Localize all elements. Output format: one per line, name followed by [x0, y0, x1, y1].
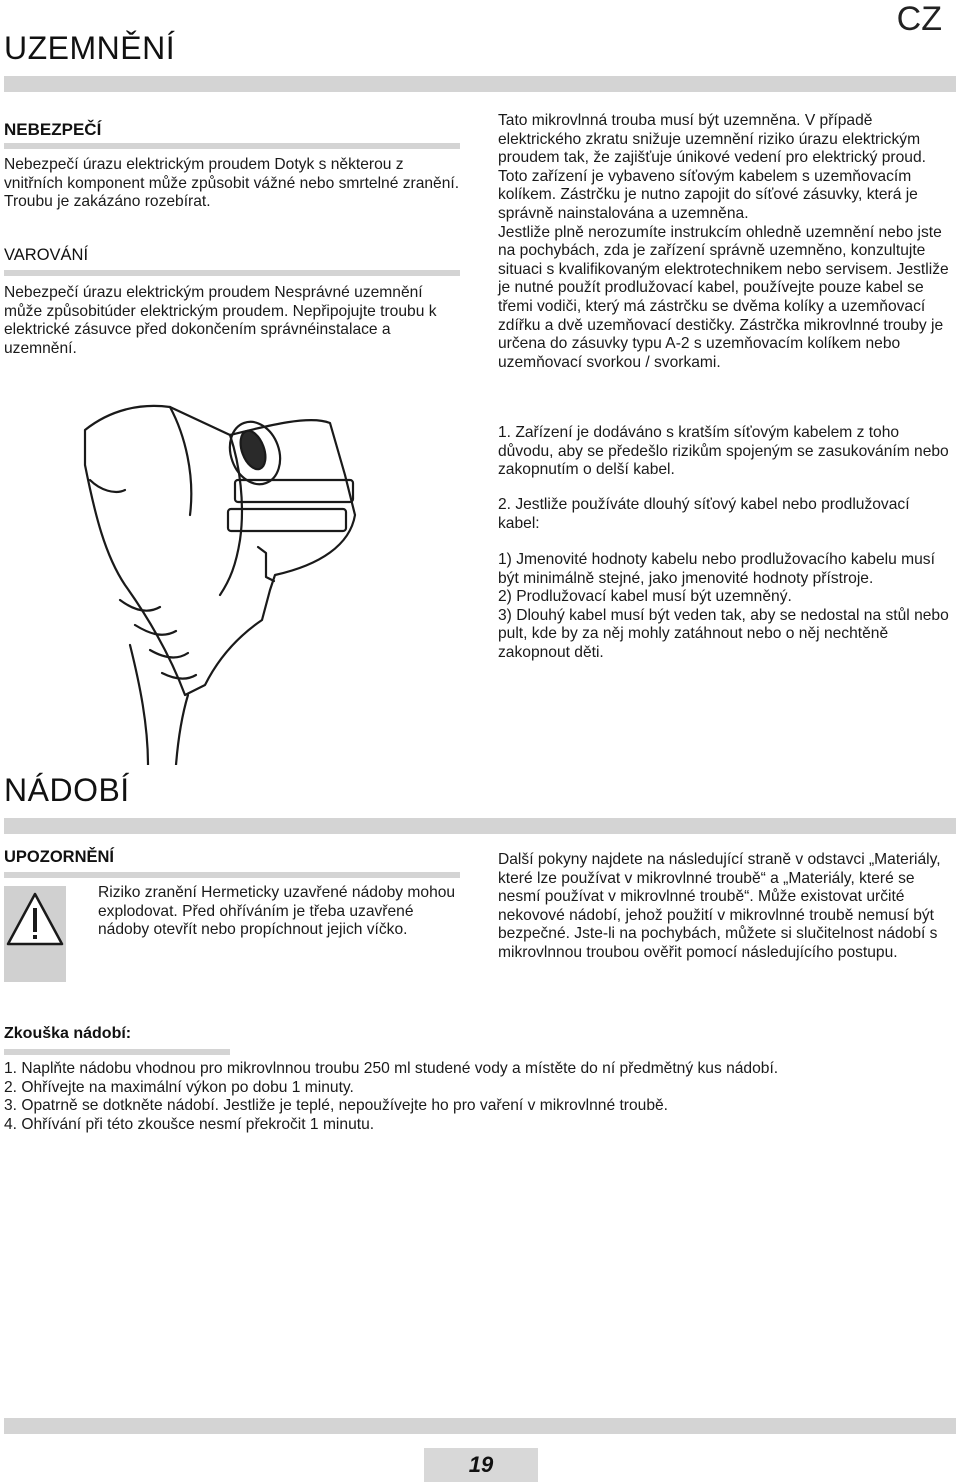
section-title-cookware: NÁDOBÍ — [4, 772, 130, 808]
section-title-grounding: UZEMNĚNÍ — [4, 30, 176, 66]
cookware-guidance: Další pokyny najdete na následující straně v odstavci „Materiály, které lze používat v mikrovlnné troubě“ a „Materiály, které se nesmí používat v mikrovlnné troubě“. Může existovat určité nekovové nádobí, jehož použití v mikrovlnné troubě nemusí být bezpečné. Jste-li na pochybách, můžete si slučitelnost nádobí s mikrovlnnou troubou ověřit pomocí následujícího postupu. — [498, 851, 941, 961]
heading-underline — [4, 872, 460, 878]
grounding-paragraph-2: Jestliže plně nerozumíte instrukcím ohledně uzemnění nebo jste na pochybách, zda je zařízení správně uzemněno, konzultujte situaci s kvalifikovaným elektrotechnikem nebo servisem. Jestliže je nutné použít prodlužovací kabel, používejte pouze kabel se třemi vodiči, který má zástrčku se dvěma kolíky a uzemňovací zdířku a dvě uzemňovací destičky. Zástrčka mikrovlnné trouby je určena do zásuvky typu A-2 s uzemňovacím kolíkem nebo uzemňovací svorkou / svorkami. — [498, 223, 949, 371]
warning-heading: VAROVÁNÍ — [4, 246, 89, 264]
extension-cable-rules — [498, 551, 952, 663]
test-step: 4. Ohřívání při této zkoušce nesmí překročit 1 minutu. — [4, 1115, 375, 1133]
test-step: 1. Naplňte nádobu vhodnou pro mikrovlnnou troubu 250 ml studené vody a místěte do ní předmětný kus nádobí. — [4, 1060, 779, 1077]
danger-heading: NEBEZPEČÍ — [4, 120, 102, 139]
test-step: 3. Opatrně se dotkněte nádobí. Jestliže je teplé, nepoužívejte ho pro vaření v mikrovlnné troubě. — [4, 1097, 668, 1115]
sub-item: 3) Dlouhý kabel musí být veden tak, aby se nedostal na stůl nebo pult, kde by za něj mohly zatáhnout nebo o něj nechtěně zakopnout děti. — [498, 606, 949, 661]
caution-heading: UPOZORNĚNÍ — [4, 848, 115, 866]
caution-text: Riziko zranění Hermeticky uzavřené nádoby mohou explodovat. Před ohříváním je třeba uzavřené nádoby otevřít nebo propíchnout jejich víčko. — [98, 884, 456, 939]
heading-underline — [4, 143, 460, 149]
sub-item: 1) Jmenovité hodnoty kabelu nebo prodlužovacího kabelu musí být minimálně stejné, jako jmenovité hodnoty přístroje. — [498, 551, 935, 587]
cookware-test-heading: Zkouška nádobí: — [4, 1025, 132, 1042]
grounding-explanation — [498, 112, 952, 372]
warning-symbol-box — [4, 886, 66, 982]
danger-text: Nebezpečí úrazu elektrickým proudem Dotyk s některou z vnitřních komponent může způsobit vážné nebo smrtelné zranění. Troubu je zakázáno rozebírat. — [4, 156, 460, 211]
test-step: 2. Ohřívejte na maximální výkon po dobu 1 minuty. — [4, 1078, 354, 1096]
grounding-paragraph-1: Tato mikrovlnná trouba musí být uzemněna. V případě elektrického zkratu snižuje uzemnění riziko úrazu elektrickým proudem tak, že zajišťuje únikové vedení pro elektrický proud. Toto zařízení je vybaveno síťovým kabelem s uzemňovacím kolíkem. Zástrčku je nutno zapojit do síťové zásuvky, která je správně nainstalována a uzemněna. — [498, 112, 926, 222]
page-number: 19 — [424, 1448, 538, 1482]
cable-item-1: 1. Zařízení je dodáváno s kratším síťovým kabelem z toho důvodu, aby se předešlo rizikům spojeným se zasukováním nebo zakopnutím o delší kabel. — [498, 424, 949, 479]
heading-underline — [4, 1049, 230, 1055]
heading-underline — [4, 270, 460, 276]
section-divider — [4, 818, 956, 834]
warning-text: Nebezpečí úrazu elektrickým proudem Nesprávné uzemnění může způsobitúder elektrickým proudem. Nepřipojujte troubu k elektrické zásuvce před dokončením správnéinstalace a uzemnění. — [4, 284, 437, 357]
section-divider — [4, 76, 956, 92]
cable-item-2: 2. Jestliže používáte dlouhý síťový kabel nebo prodlužovací kabel: — [498, 496, 910, 532]
footer-divider — [4, 1418, 956, 1434]
cookware-test-steps — [4, 1060, 954, 1134]
grounded-plug-illustration — [70, 395, 390, 765]
exclamation-triangle-icon — [4, 886, 66, 982]
sub-item: 2) Prodlužovací kabel musí být uzemněný. — [498, 588, 792, 606]
language-code: CZ — [896, 0, 942, 38]
